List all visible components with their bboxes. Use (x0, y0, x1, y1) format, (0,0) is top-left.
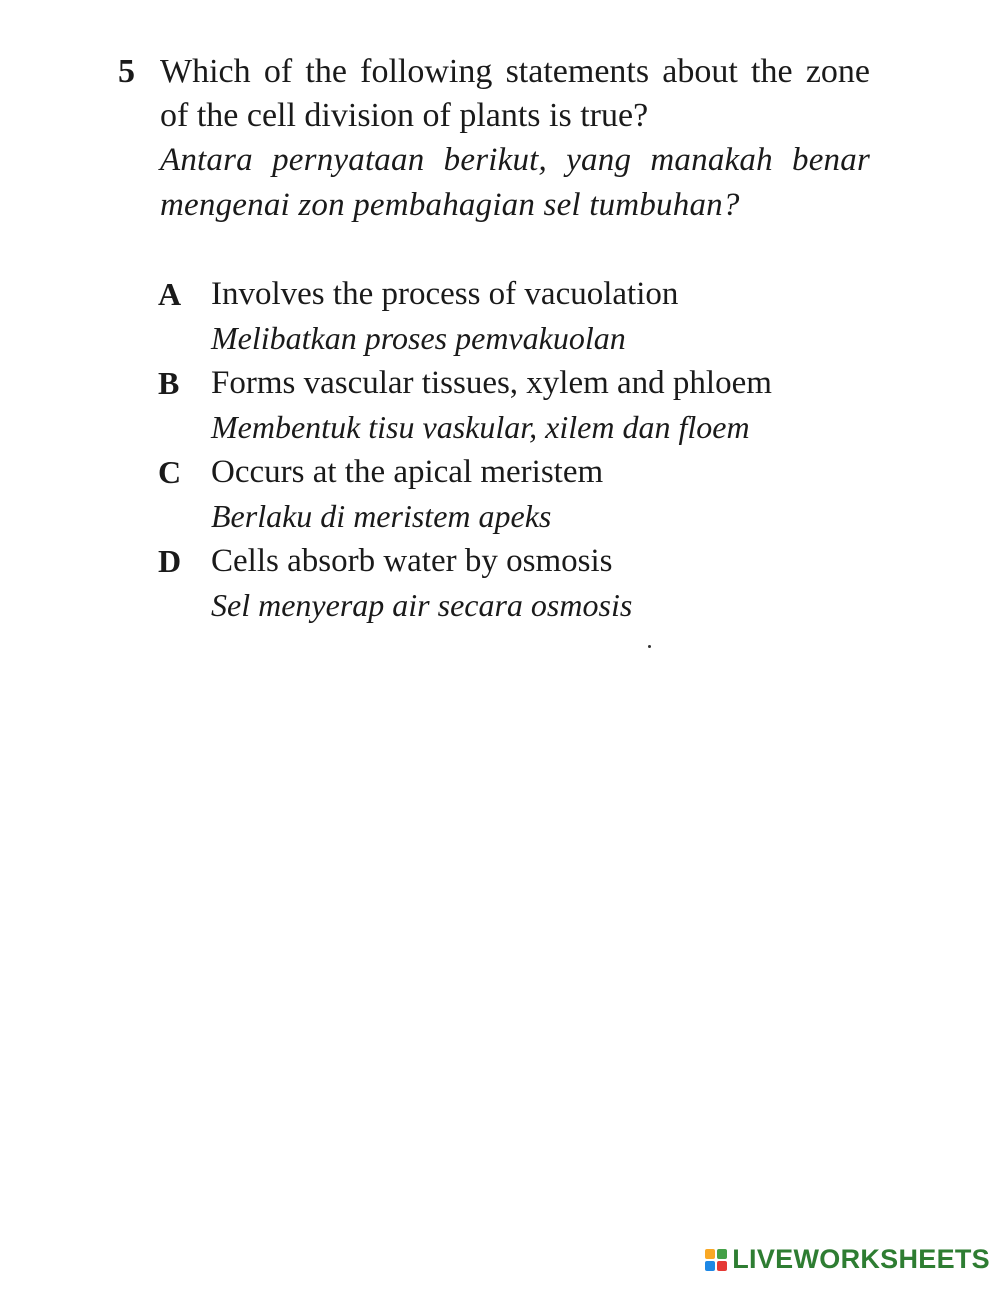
option-text-en: Cells absorb water by osmosis (211, 543, 613, 579)
option-body (211, 361, 772, 449)
question-text (160, 50, 870, 228)
option-a[interactable] (158, 272, 878, 361)
option-letter: A (158, 276, 182, 312)
option-text-ms: Melibatkan proses pemvakuolan (211, 320, 626, 356)
question-text-en: Which of the following statements about the zone of the cell division of plants is true? (160, 53, 870, 134)
option-text-ms: Membentuk tisu vaskular, xilem dan floem (211, 409, 750, 445)
option-text-ms: Sel menyerap air secara osmosis (211, 587, 633, 623)
logo-square (705, 1249, 715, 1259)
logo-square (717, 1249, 727, 1259)
answer-options (158, 272, 878, 628)
option-c[interactable] (158, 450, 878, 539)
scan-speck (648, 645, 651, 648)
option-body (211, 450, 603, 538)
option-body (211, 272, 678, 360)
option-text-ms: Berlaku di meristem apeks (211, 498, 552, 534)
question-text-ms: Antara pernyataan berikut, yang manakah benar mengenai zon pembahagian sel tumbuhan? (160, 142, 870, 223)
option-letter: B (158, 365, 180, 401)
option-letter: D (158, 543, 182, 579)
logo-square (717, 1261, 727, 1271)
option-body (211, 539, 632, 627)
option-text-en: Involves the process of vacuolation (211, 276, 679, 312)
logo-grid-icon (705, 1249, 727, 1271)
liveworksheets-logo (705, 1244, 990, 1275)
option-letter: C (158, 454, 182, 490)
option-b[interactable] (158, 361, 878, 450)
brand-name: LIVEWORKSHEETS (732, 1244, 990, 1274)
option-text-en: Occurs at the apical meristem (211, 454, 604, 490)
option-text-en: Forms vascular tissues, xylem and phloem (211, 365, 772, 401)
option-d[interactable] (158, 539, 878, 628)
question-number: 5 (118, 53, 135, 90)
logo-square (705, 1261, 715, 1271)
